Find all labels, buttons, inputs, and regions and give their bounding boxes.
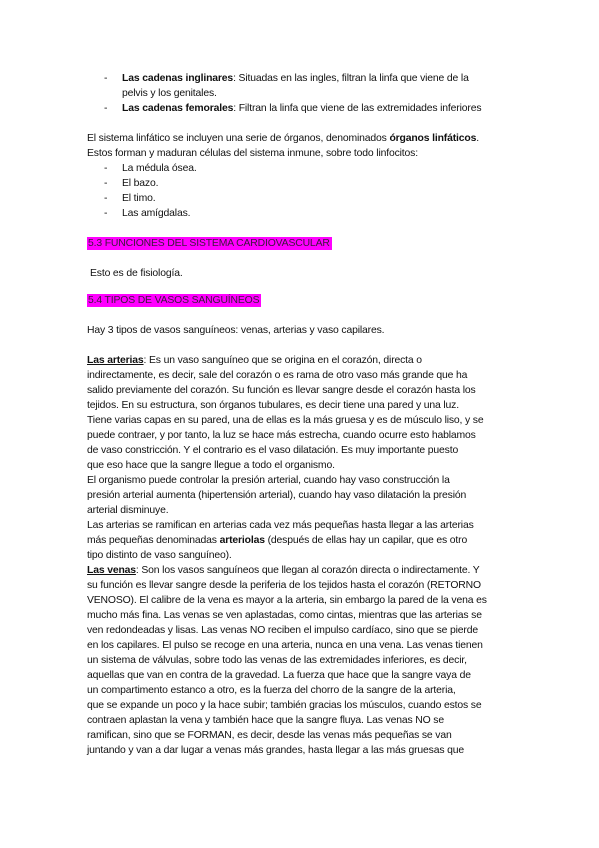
paragraph-line: tejidos. En su estructura, son órganos tubulares, es decir tiene una pared y una luz. bbox=[87, 400, 459, 411]
list-item: El bazo. bbox=[122, 178, 159, 189]
paragraph-line: que eso hace que la sangre llegue a todo el organismo. bbox=[87, 460, 335, 471]
paragraph-line bbox=[87, 563, 480, 579]
term-heading: Las arterias bbox=[87, 355, 144, 366]
paragraph-line: en los capilares. El pulso se recoge en una arteria, nunca en una vena. Las venas tienen bbox=[87, 640, 483, 651]
paragraph-line: que se expande un poco y la hace subir; también gracias los músculos, cuando estos se bbox=[87, 700, 482, 711]
text-run: : Es un vaso sanguíneo que se origina en el corazón, directa o bbox=[143, 355, 422, 366]
paragraph-line: contraen aplastan la vena y también hace que la sangre fluya. Las venas NO se bbox=[87, 715, 444, 726]
list-item bbox=[122, 101, 481, 117]
highlighted-heading: 5.4 TIPOS DE VASOS SANGUÍNEOS bbox=[88, 295, 260, 306]
paragraph-line: indirectamente, es decir, sale del corazón o es rama de otro vaso más grande que ha bbox=[87, 370, 468, 381]
paragraph-line: de vaso constricción. Y el contrario es el vaso dilatación. Es muy importante puesto bbox=[87, 445, 459, 456]
paragraph-line: Tiene varias capas en su pared, una de ellas es la más gruesa y es de músculo liso, y se bbox=[87, 415, 484, 426]
paragraph-line: presión arterial aumenta (hipertensión arterial), cuando hay vaso dilatación la presión bbox=[87, 490, 467, 501]
paragraph-line bbox=[87, 533, 467, 549]
list-item-continuation: pelvis y los genitales. bbox=[122, 88, 217, 99]
paragraph-line: puede contraer, y por tanto, la luz se hace más estrecha, cuando ocurre esto hablamos bbox=[87, 430, 476, 441]
paragraph-line: mucho más fina. Las venas se ven aplastadas, como cintas, mientras que las arterias se bbox=[87, 610, 482, 621]
list-bullet: - bbox=[104, 73, 108, 84]
term-bold: Las cadenas inglinares bbox=[122, 73, 234, 84]
paragraph-line: ramifican, sino que se FORMAN, es decir, desde las venas más pequeñas se van bbox=[87, 730, 452, 741]
text-run: más pequeñas denominadas bbox=[87, 535, 220, 546]
paragraph-line: Esto es de fisiología. bbox=[90, 268, 183, 279]
paragraph-line: Hay 3 tipos de vasos sanguíneos: venas, arterias y vaso capilares. bbox=[87, 325, 385, 336]
list-item-text: : Filtran la linfa que viene de las extremidades inferiores bbox=[233, 103, 482, 114]
list-bullet: - bbox=[104, 103, 108, 114]
paragraph-line: arterial disminuye. bbox=[87, 505, 169, 516]
paragraph-line: un compartimento estanco a otro, es la fuerza del chorro de la sangre de la arteria, bbox=[87, 685, 456, 696]
paragraph-line: Estos forman y maduran células del sistema inmune, sobre todo linfocitos: bbox=[87, 148, 418, 159]
list-bullet: - bbox=[104, 208, 108, 219]
paragraph-line: un sistema de válvulas, sobre todo las venas de las extremidades inferiores, es decir, bbox=[87, 655, 467, 666]
list-item: La médula ósea. bbox=[122, 163, 197, 174]
paragraph-line: su función es llevar sangre desde la periferia de los tejidos hasta el corazón (RETORNO bbox=[87, 580, 481, 591]
paragraph-line bbox=[87, 131, 479, 147]
section-heading bbox=[87, 293, 261, 309]
text-run: . bbox=[476, 133, 479, 144]
paragraph-line: Las arterias se ramifican en arterias cada vez más pequeñas hasta llegar a las arterias bbox=[87, 520, 474, 531]
text-run: (después de ellas hay un capilar, que es otro bbox=[264, 535, 468, 546]
list-bullet: - bbox=[104, 178, 108, 189]
term-bold: órganos linfáticos bbox=[389, 133, 477, 144]
term-heading: Las venas bbox=[87, 565, 136, 576]
list-item: El timo. bbox=[122, 193, 156, 204]
section-heading bbox=[87, 236, 332, 252]
list-item-text: : Situadas en las ingles, filtran la linfa que viene de la bbox=[233, 73, 469, 84]
text-run: : Son los vasos sanguíneos que llegan al corazón directa o indirectamente. Y bbox=[135, 565, 480, 576]
highlighted-heading: 5.3 FUNCIONES DEL SISTEMA CARDIOVASCULAR bbox=[88, 238, 330, 249]
text-run: El sistema linfático se incluyen una serie de órganos, denominados bbox=[87, 133, 390, 144]
list-item: Las amígdalas. bbox=[122, 208, 191, 219]
list-item bbox=[122, 71, 469, 87]
paragraph-line: juntando y van a dar lugar a venas más grandes, hasta llegar a las más gruesas que bbox=[87, 745, 465, 756]
list-bullet: - bbox=[104, 163, 108, 174]
paragraph-line: VENOSO). El calibre de la vena es mayor a la arteria, sin embargo la pared de la vena es bbox=[87, 595, 487, 606]
list-bullet: - bbox=[104, 193, 108, 204]
paragraph-line: tipo distinto de vaso sanguíneo). bbox=[87, 550, 232, 561]
term-bold: Las cadenas femorales bbox=[122, 103, 234, 114]
paragraph-line: ven redondeadas y lisas. Las venas NO reciben el impulso cardíaco, sino que se pierde bbox=[87, 625, 478, 636]
paragraph-line: aquellas que van en contra de la gravedad. La fuerza que hace que la sangre vaya de bbox=[87, 670, 471, 681]
paragraph-line: salido previamente del corazón. Su función es llevar sangre desde el corazón hasta los bbox=[87, 385, 476, 396]
paragraph-line bbox=[87, 353, 422, 369]
term-bold: arteriolas bbox=[219, 535, 265, 546]
paragraph-line: El organismo puede controlar la presión arterial, cuando hay vaso construcción la bbox=[87, 475, 450, 486]
